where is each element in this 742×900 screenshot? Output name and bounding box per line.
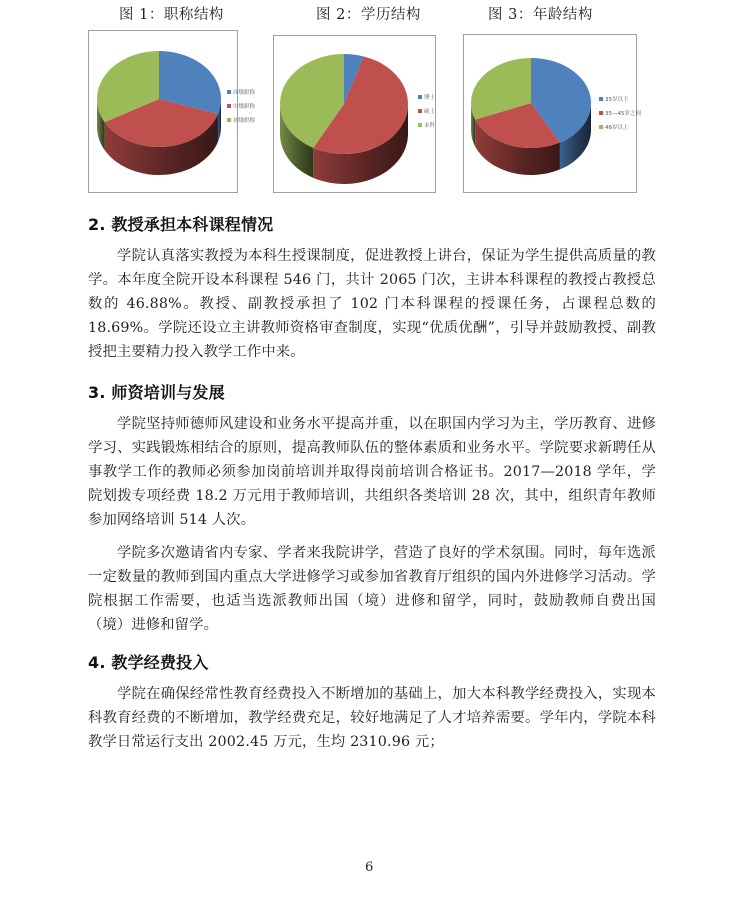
legend-swatch bbox=[599, 125, 603, 129]
pie-chart-title-structure bbox=[88, 30, 256, 193]
legend-item bbox=[418, 104, 435, 118]
legend-item bbox=[599, 92, 641, 106]
section-paragraph: 学院认真落实教授为本科生授课制度，促进教授上讲台，保证为学生提供高质量的教学。本年度全院开设本科课程 546 门，共计 2065 门次，主讲本科课程的教授占教授总数的 46.88%。教授、副教授承担了 102 门本科课程的授课任务，占课程总数的 18.69%。学院还设立主讲教师资格审查制度，实现“优质优酬”，引导并鼓励教授、副教授把主要精力投入教学工作中来。 bbox=[88, 248, 656, 360]
legend-item bbox=[418, 118, 435, 132]
figure-3-caption: 图 3：年龄结构 bbox=[488, 7, 593, 23]
section-paragraph: 学院坚持师德师风建设和业务水平提高并重，以在职国内学习为主，学历教育、进修学习、实践锻炼相结合的原则，提高教师队伍的整体素质和业务水平。学院要求新聘任从事教学工作的教师必须参加岗前培训并取得岗前培训合格证书。2017—2018 学年，学院划拨专项经费 18.2 万元用于教师培训，共组织各类培训 28 次，其中，组织青年教师参加网络培训 514 人次。 bbox=[88, 416, 656, 528]
legend-item bbox=[418, 90, 435, 104]
legend-label: 初级职称 bbox=[233, 118, 256, 124]
legend-label: 中级职称 bbox=[233, 104, 256, 110]
legend bbox=[227, 85, 255, 127]
pie-svg bbox=[274, 36, 437, 194]
section-paragraph: 学院多次邀请省内专家、学者来我院讲学，营造了良好的学术氛围。同时，每年选派一定数量的教师到国内重点大学进修学习或参加省教育厅组织的国内外进修学习活动。学院根据工作需要，也适当选派教师出国（境）进修和留学，同时，鼓励教师自费出国（境）进修和留学。 bbox=[88, 545, 656, 633]
legend bbox=[599, 92, 641, 134]
legend-item bbox=[227, 85, 255, 99]
legend-label: 博士 bbox=[424, 95, 436, 101]
legend-label: 本科 bbox=[424, 123, 436, 129]
legend-swatch bbox=[599, 97, 603, 101]
pie-chart-education-structure bbox=[273, 35, 436, 193]
legend-swatch bbox=[418, 95, 422, 99]
figure-1-caption: 图 1：职称结构 bbox=[119, 7, 224, 23]
figure-2-caption: 图 2：学历结构 bbox=[316, 7, 421, 23]
legend-item bbox=[227, 99, 255, 113]
legend-label: 46岁以上 bbox=[605, 125, 629, 131]
section-heading: 3. 师资培训与发展 bbox=[88, 383, 225, 402]
section-heading: 4. 教学经费投入 bbox=[88, 653, 209, 672]
legend-item bbox=[599, 120, 641, 134]
legend-swatch bbox=[418, 109, 422, 113]
legend-swatch bbox=[227, 118, 231, 122]
legend-item bbox=[599, 106, 641, 120]
pie-svg bbox=[89, 31, 239, 194]
legend-label: 35岁以下 bbox=[605, 97, 629, 103]
legend-label: 35—45岁之间 bbox=[605, 111, 641, 117]
legend bbox=[418, 90, 435, 132]
legend-label: 高级职称 bbox=[233, 90, 256, 96]
legend-swatch bbox=[227, 90, 231, 94]
section-heading: 2. 教授承担本科课程情况 bbox=[88, 215, 274, 234]
pie-chart-age-structure bbox=[463, 34, 641, 193]
legend-swatch bbox=[418, 123, 422, 127]
legend-label: 硕士 bbox=[424, 109, 436, 115]
legend-swatch bbox=[599, 111, 603, 115]
section-paragraph: 学院在确保经常性教育经费投入不断增加的基础上，加大本科教学经费投入，实现本科教育经费的不断增加，教学经费充足，较好地满足了人才培养需要。学年内，学院本科教学日常运行支出 2002.45 万元，生均 2310.96 元； bbox=[88, 686, 656, 750]
legend-item bbox=[227, 113, 255, 127]
legend-swatch bbox=[227, 104, 231, 108]
page-number: 6 bbox=[365, 860, 374, 875]
